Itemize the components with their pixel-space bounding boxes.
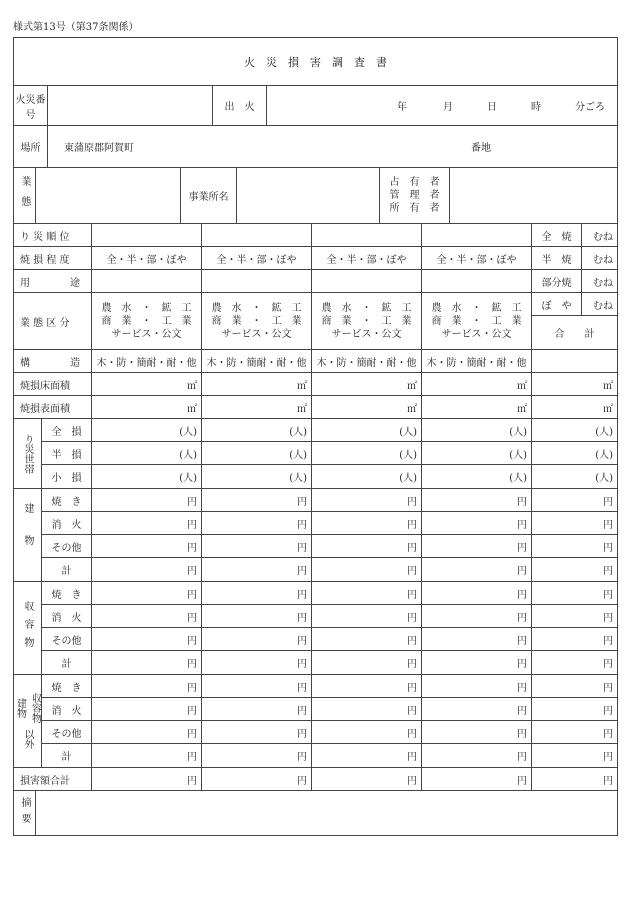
structure-row — [14, 350, 617, 373]
other-cell[interactable]: 円 — [312, 675, 422, 697]
zensho-count[interactable]: むね — [593, 231, 613, 243]
manager-label: 管 理 者 — [389, 190, 440, 201]
surface-area-row — [14, 396, 617, 419]
order-cell[interactable] — [92, 224, 202, 246]
contents-cell[interactable]: 円 — [92, 628, 202, 650]
contents-cell[interactable]: 円 — [92, 605, 202, 627]
damage-total-label: 損害額合計 — [14, 768, 92, 790]
building-subtotal-row — [42, 558, 617, 581]
households-cell[interactable]: (人) — [92, 465, 202, 488]
other-cell[interactable]: 円 — [422, 698, 532, 720]
households-group — [14, 419, 617, 489]
households-cell[interactable]: (人) — [202, 442, 312, 464]
households-cell[interactable]: (人) — [202, 419, 312, 441]
contents-row-label: 消 火 — [42, 605, 92, 627]
structure-total[interactable] — [532, 350, 617, 372]
contents-cell[interactable]: 円 — [202, 605, 312, 627]
contents-subtotal-row — [42, 651, 617, 674]
building-cell[interactable]: 円 — [202, 512, 312, 534]
building-row-label: 消 火 — [42, 512, 92, 534]
remarks-row — [14, 791, 617, 835]
order-label: り 災 順 位 — [14, 224, 92, 246]
category-line: サービス・公文 — [441, 328, 512, 340]
total-header: 合 計 — [554, 329, 595, 340]
floor-area-cell[interactable]: ㎡ — [92, 373, 202, 395]
damage-total-cell[interactable]: 円 — [422, 768, 532, 790]
surface-area-cell[interactable]: ㎡ — [422, 396, 532, 418]
boya-label: ぼ や — [532, 293, 582, 315]
damage-grand-total[interactable]: 円 — [603, 775, 613, 787]
other-cell[interactable]: 円 — [312, 744, 422, 767]
other-subtotal-row — [42, 744, 617, 767]
summary-hansho-row — [532, 247, 617, 270]
other-label — [14, 675, 42, 767]
other-total[interactable]: 円 — [603, 682, 613, 694]
contents-cell[interactable]: 円 — [92, 582, 202, 604]
contents-row-label: その他 — [42, 628, 92, 650]
households-cell[interactable]: (人) — [422, 465, 532, 488]
unit-minute: 分ごろ — [575, 102, 605, 113]
structure-option[interactable]: 木・防・簡耐・耐・他 — [312, 350, 422, 372]
category-line: 農 水 ・ 鉱 工 — [101, 302, 192, 314]
households-row-label: 半 損 — [42, 442, 92, 464]
structure-option[interactable]: 木・防・簡耐・耐・他 — [422, 350, 532, 372]
fire-number-label: 火災番号 — [14, 86, 48, 125]
boya-count[interactable]: むね — [593, 300, 613, 312]
households-cell[interactable]: (人) — [312, 419, 422, 441]
degree-label: 焼 損 程 度 — [14, 247, 92, 269]
other-cell[interactable]: 円 — [312, 721, 422, 743]
banchi-label: 番地 — [471, 143, 491, 154]
contents-cell[interactable]: 円 — [312, 651, 422, 674]
contents-total[interactable]: 円 — [603, 635, 613, 647]
summary-bubunsho-row — [532, 270, 617, 293]
occupant-label: 占 有 者 — [389, 177, 440, 188]
use-cell[interactable] — [312, 270, 422, 292]
bubunsho-count[interactable]: むね — [593, 277, 613, 289]
damage-total-cell[interactable]: 円 — [202, 768, 312, 790]
other-cell[interactable]: 円 — [92, 721, 202, 743]
surface-area-total[interactable]: ㎡ — [603, 403, 613, 415]
floor-area-cell[interactable]: ㎡ — [422, 373, 532, 395]
damage-total-row — [14, 768, 617, 791]
building-cell[interactable]: 円 — [92, 535, 202, 557]
households-cell[interactable]: (人) — [92, 442, 202, 464]
households-label: り災世帯 — [14, 419, 42, 488]
other-row-label: その他 — [42, 721, 92, 743]
other-row-label: 焼 き — [42, 675, 92, 697]
other-label-building: 建物 — [14, 698, 26, 718]
other-cell[interactable]: 円 — [92, 744, 202, 767]
structure-option[interactable]: 木・防・簡耐・耐・他 — [92, 350, 202, 372]
building-cell[interactable]: 円 — [422, 512, 532, 534]
contents-total[interactable]: 円 — [603, 612, 613, 624]
households-cell[interactable]: (人) — [202, 465, 312, 488]
households-total[interactable]: (人) — [595, 426, 613, 438]
damage-total-cell[interactable]: 円 — [312, 768, 422, 790]
building-cell[interactable]: 円 — [202, 489, 312, 511]
other-group — [14, 675, 617, 768]
contents-row — [42, 582, 617, 605]
contents-group — [14, 582, 617, 675]
surface-area-cell[interactable]: ㎡ — [92, 396, 202, 418]
order-cell[interactable] — [202, 224, 312, 246]
other-subtotal-label: 計 — [42, 744, 92, 767]
category-line: 商 業 ・ 工 業 — [431, 315, 522, 327]
form-number-caption: 様式第13号（第37条関係） — [13, 22, 139, 33]
contents-row — [42, 628, 617, 651]
category-options[interactable] — [422, 293, 532, 349]
remarks-field[interactable] — [36, 791, 617, 835]
other-cell[interactable]: 円 — [202, 744, 312, 767]
other-row — [42, 721, 617, 744]
other-cell[interactable]: 円 — [202, 721, 312, 743]
remarks-label: 摘要 — [14, 791, 36, 835]
contents-row — [42, 605, 617, 628]
fire-number-field[interactable] — [48, 86, 213, 125]
households-cell[interactable]: (人) — [312, 442, 422, 464]
building-cell[interactable]: 円 — [422, 489, 532, 511]
contents-total[interactable]: 円 — [603, 589, 613, 601]
category-line: 商 業 ・ 工 業 — [101, 315, 192, 327]
building-cell[interactable]: 円 — [312, 535, 422, 557]
other-label-except: 以外 — [22, 729, 33, 749]
summary-zensho-row — [532, 224, 617, 247]
other-cell[interactable]: 円 — [422, 675, 532, 697]
surface-area-cell[interactable]: ㎡ — [202, 396, 312, 418]
contents-row-label: 焼 き — [42, 582, 92, 604]
category-line: 商 業 ・ 工 業 — [211, 315, 302, 327]
other-row-label: 消 火 — [42, 698, 92, 720]
floor-area-total[interactable]: ㎡ — [603, 380, 613, 392]
households-cell[interactable]: (人) — [422, 442, 532, 464]
fire-damage-survey-form — [13, 37, 618, 836]
business-row — [14, 168, 617, 224]
use-cell[interactable] — [422, 270, 532, 292]
other-cell[interactable]: 円 — [92, 698, 202, 720]
order-cell[interactable] — [422, 224, 532, 246]
other-cell[interactable]: 円 — [92, 675, 202, 697]
use-row — [14, 270, 532, 293]
building-label: 建物 — [14, 489, 42, 581]
other-cell[interactable]: 円 — [202, 698, 312, 720]
contents-cell[interactable]: 円 — [202, 582, 312, 604]
order-cell[interactable] — [312, 224, 422, 246]
building-cell[interactable]: 円 — [312, 489, 422, 511]
establishment-label: 事業所名 — [181, 168, 237, 223]
zensho-label: 全 焼 — [532, 224, 582, 246]
category-line: 農 水 ・ 鉱 工 — [211, 302, 302, 314]
category-line: 農 水 ・ 鉱 工 — [321, 302, 412, 314]
contents-label: 収容物 — [14, 582, 42, 674]
building-total[interactable]: 円 — [603, 519, 613, 531]
building-cell[interactable]: 円 — [422, 558, 532, 581]
building-group — [14, 489, 617, 582]
building-total[interactable]: 円 — [603, 496, 613, 508]
building-cell[interactable]: 円 — [202, 558, 312, 581]
category-line: サービス・公文 — [221, 328, 292, 340]
category-options[interactable] — [312, 293, 422, 349]
order-row — [14, 224, 532, 247]
building-cell[interactable]: 円 — [312, 558, 422, 581]
households-total[interactable]: (人) — [595, 449, 613, 461]
surface-area-label: 焼損表面積 — [14, 396, 92, 418]
unit-day: 日 — [487, 102, 497, 113]
contents-cell[interactable]: 円 — [202, 651, 312, 674]
other-row — [42, 698, 617, 721]
building-cell[interactable]: 円 — [312, 512, 422, 534]
households-row — [42, 419, 617, 442]
building-cell[interactable]: 円 — [92, 512, 202, 534]
other-total[interactable]: 円 — [603, 705, 613, 717]
category-options[interactable] — [202, 293, 312, 349]
households-cell[interactable]: (人) — [92, 419, 202, 441]
outbreak-label: 出 火 — [213, 86, 267, 125]
place-field[interactable] — [48, 126, 617, 167]
contents-cell[interactable]: 円 — [312, 605, 422, 627]
bubunsho-label: 部分焼 — [532, 270, 582, 292]
damage-total-cell[interactable]: 円 — [92, 768, 202, 790]
contents-cell[interactable]: 円 — [422, 605, 532, 627]
hansho-count[interactable]: むね — [593, 254, 613, 266]
upper-grid-main — [14, 224, 532, 349]
title-row — [14, 38, 617, 86]
other-total[interactable]: 円 — [603, 752, 613, 763]
unit-hour: 時 — [531, 102, 541, 113]
building-row-label: その他 — [42, 535, 92, 557]
floor-area-row — [14, 373, 617, 396]
contents-cell[interactable]: 円 — [312, 628, 422, 650]
households-cell[interactable]: (人) — [422, 419, 532, 441]
households-row-label: 小 損 — [42, 465, 92, 488]
floor-area-label: 焼損床面積 — [14, 373, 92, 395]
summary-panel — [532, 224, 617, 349]
other-cell[interactable]: 円 — [312, 698, 422, 720]
other-label-contents: 収容物 — [29, 693, 41, 723]
unit-month: 月 — [443, 102, 453, 113]
place-value: 東蒲原郡阿賀町 — [64, 143, 134, 154]
contents-subtotal-label: 計 — [42, 651, 92, 674]
owner-label: 所 有 者 — [389, 203, 440, 214]
households-row — [42, 465, 617, 488]
degree-row — [14, 247, 532, 270]
floor-area-cell[interactable]: ㎡ — [312, 373, 422, 395]
place-label: 場所 — [14, 126, 48, 167]
building-subtotal-label: 計 — [42, 558, 92, 581]
other-row — [42, 675, 617, 698]
establishment-field[interactable] — [237, 168, 380, 223]
households-row — [42, 442, 617, 465]
fire-number-row — [14, 86, 617, 126]
category-line: 商 業 ・ 工 業 — [321, 315, 412, 327]
outbreak-datetime-field[interactable] — [267, 86, 617, 125]
households-total[interactable]: (人) — [595, 473, 613, 484]
building-cell[interactable]: 円 — [92, 489, 202, 511]
use-cell[interactable] — [202, 270, 312, 292]
summary-boya-row — [532, 293, 617, 316]
building-row-label: 焼 き — [42, 489, 92, 511]
category-line: 農 水 ・ 鉱 工 — [431, 302, 522, 314]
occupant-field[interactable] — [450, 168, 617, 223]
households-row-label: 全 損 — [42, 419, 92, 441]
category-line: サービス・公文 — [331, 328, 402, 340]
hansho-label: 半 焼 — [532, 247, 582, 269]
business-type-label: 業態 — [14, 168, 36, 223]
contents-cell[interactable]: 円 — [422, 651, 532, 674]
use-label: 用 途 — [14, 270, 92, 292]
contents-cell[interactable]: 円 — [422, 628, 532, 650]
contents-cell[interactable]: 円 — [202, 628, 312, 650]
other-cell[interactable]: 円 — [422, 721, 532, 743]
degree-option[interactable]: 全・半・部・ぼや — [202, 247, 312, 269]
unit-year: 年 — [397, 102, 407, 113]
summary-total-row — [532, 316, 617, 349]
structure-option[interactable]: 木・防・簡耐・耐・他 — [202, 350, 312, 372]
building-cell[interactable]: 円 — [202, 535, 312, 557]
category-options[interactable] — [92, 293, 202, 349]
building-cell[interactable]: 円 — [422, 535, 532, 557]
contents-cell[interactable]: 円 — [312, 582, 422, 604]
households-cell[interactable]: (人) — [312, 465, 422, 488]
degree-option[interactable]: 全・半・部・ぼや — [92, 247, 202, 269]
floor-area-cell[interactable]: ㎡ — [202, 373, 312, 395]
place-row — [14, 126, 617, 168]
form-title: 火 災 損 害 調 査 書 — [244, 55, 387, 69]
upper-grid — [14, 224, 617, 350]
category-line: サービス・公文 — [111, 328, 182, 340]
degree-option[interactable]: 全・半・部・ぼや — [422, 247, 532, 269]
other-cell[interactable]: 円 — [422, 744, 532, 767]
business-type-field[interactable] — [36, 168, 181, 223]
structure-label: 構 造 — [14, 350, 92, 372]
category-label: 業 態 区 分 — [14, 293, 92, 349]
building-total[interactable]: 円 — [603, 566, 613, 577]
category-row — [14, 293, 532, 349]
degree-option[interactable]: 全・半・部・ぼや — [312, 247, 422, 269]
contents-cell[interactable]: 円 — [92, 651, 202, 674]
contents-cell[interactable]: 円 — [422, 582, 532, 604]
use-cell[interactable] — [92, 270, 202, 292]
building-row — [42, 489, 617, 512]
building-total[interactable]: 円 — [603, 542, 613, 554]
occupant-labels — [380, 168, 450, 223]
other-cell[interactable]: 円 — [202, 675, 312, 697]
surface-area-cell[interactable]: ㎡ — [312, 396, 422, 418]
building-cell[interactable]: 円 — [92, 558, 202, 581]
building-row — [42, 512, 617, 535]
other-total[interactable]: 円 — [603, 728, 613, 740]
building-row — [42, 535, 617, 558]
contents-total[interactable]: 円 — [603, 659, 613, 670]
